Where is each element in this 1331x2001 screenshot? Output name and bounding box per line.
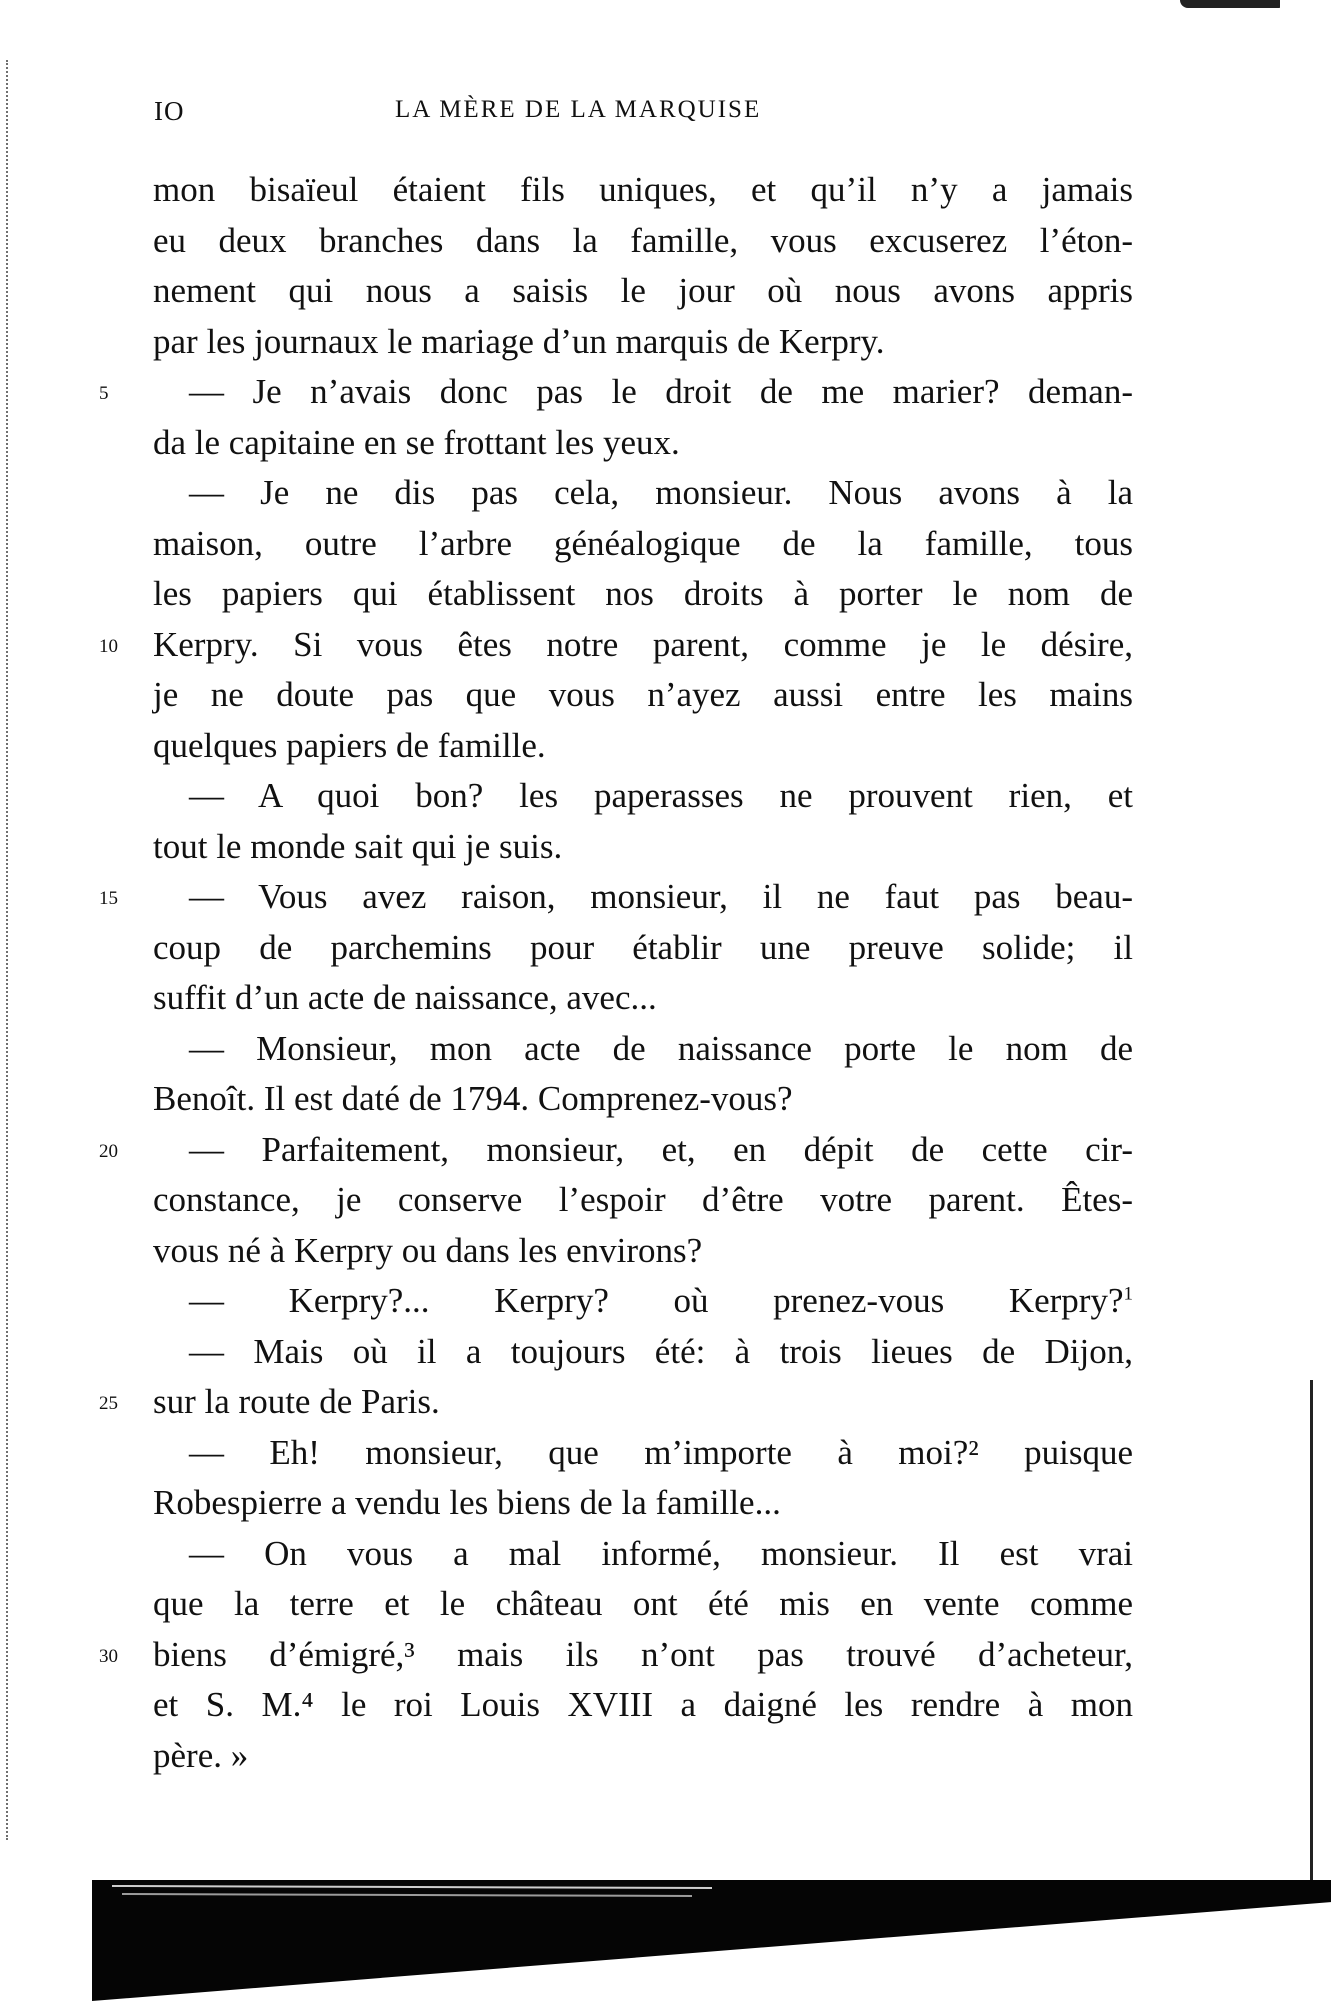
line-text: — Kerpry?... Kerpry? où prenez-vous Kerpry?	[189, 1281, 1124, 1320]
line-text: quelques papiers de famille.	[153, 725, 546, 765]
text-line	[153, 1175, 1133, 1226]
line-number: 5	[99, 383, 109, 404]
line-text: — A quoi bon? les paperasses ne prouvent rien, et	[189, 776, 1133, 815]
text-line	[153, 569, 1133, 620]
text-line	[153, 771, 1133, 822]
line-text: mon bisaïeul étaient fils uniques, et qu’il n’y a jamais	[153, 170, 1133, 209]
line-number: 10	[99, 635, 118, 657]
line-text: nement qui nous a saisis le jour où nous avons appris	[153, 271, 1133, 310]
text-line	[153, 1024, 1133, 1075]
text-line	[153, 923, 1133, 974]
running-title: LA MÈRE DE LA MARQUISE	[395, 96, 762, 123]
line-text: que la terre et le château ont été mis en vente comme	[153, 1584, 1133, 1623]
line-text: — Je ne dis pas cela, monsieur. Nous avons à la	[189, 473, 1133, 512]
text-line	[153, 1731, 1133, 1782]
text-line	[153, 317, 1133, 368]
line-text: père. »	[153, 1735, 249, 1775]
text-line	[153, 165, 1133, 216]
line-number: 25	[99, 1393, 118, 1414]
line-text: vous né à Kerpry ou dans les environs?	[153, 1230, 703, 1270]
line-number: 20	[99, 1140, 118, 1162]
text-line	[153, 468, 1133, 519]
text-line	[153, 1579, 1133, 1630]
text-line	[153, 721, 1133, 772]
page-right-edge	[1310, 1380, 1313, 1880]
page-gutter-edge	[6, 60, 12, 1840]
line-text: tout le monde sait qui je suis.	[153, 826, 563, 866]
page-number: IO	[154, 96, 185, 126]
text-line	[99, 367, 1133, 418]
text-line	[153, 1226, 1133, 1277]
line-text: Kerpry. Si vous êtes notre parent, comme je le désire,	[153, 624, 1133, 664]
line-text: — Eh! monsieur, que m’importe à moi?² puisque	[189, 1432, 1133, 1472]
line-text: — Mais où il a toujours été: à trois lieues de Dijon,	[189, 1331, 1133, 1371]
line-text: eu deux branches dans la famille, vous excuserez l’éton-	[153, 220, 1133, 260]
line-text: sur la route de Paris.	[153, 1382, 440, 1421]
text-line	[153, 1276, 1133, 1327]
text-line	[153, 1428, 1133, 1479]
text-line	[153, 1478, 1133, 1529]
line-number: 15	[99, 888, 118, 909]
line-number: 30	[99, 1645, 118, 1667]
line-text: — Je n’avais donc pas le droit de me marier? deman-	[189, 372, 1133, 411]
text-line	[153, 519, 1133, 570]
line-text: — On vous a mal informé, monsieur. Il est vrai	[189, 1533, 1133, 1573]
line-text: Robespierre a vendu les biens de la famille...	[153, 1483, 781, 1522]
text-line	[153, 1327, 1133, 1378]
line-text: biens d’émigré,³ mais ils n’ont pas trouvé d’acheteur,	[153, 1634, 1133, 1674]
text-line	[153, 266, 1133, 317]
line-text: coup de parchemins pour établir une preuve solide; il	[153, 927, 1133, 967]
line-text: — Monsieur, mon acte de naissance porte le nom de	[189, 1028, 1133, 1068]
line-text: et S. M.⁴ le roi Louis XVIII a daigné les rendre à mon	[153, 1685, 1133, 1724]
text-line	[99, 620, 1133, 671]
text-line	[153, 670, 1133, 721]
line-text: suffit d’un acte de naissance, avec...	[153, 978, 657, 1017]
page-body	[99, 165, 1133, 1781]
text-line	[153, 973, 1133, 1024]
line-text: — Parfaitement, monsieur, et, en dépit de cette cir-	[189, 1129, 1133, 1169]
text-line	[153, 418, 1133, 469]
line-text: — Vous avez raison, monsieur, il ne faut pas beau-	[189, 877, 1133, 916]
line-text: je ne doute pas que vous n’ayez aussi entre les mains	[153, 675, 1133, 714]
line-text: maison, outre l’arbre généalogique de la famille, tous	[153, 523, 1133, 563]
scan-artifact-corner	[1180, 0, 1280, 8]
text-line	[153, 822, 1133, 873]
line-text: les papiers qui établissent nos droits à porter le nom de	[153, 574, 1133, 613]
text-line	[153, 1680, 1133, 1731]
line-text: par les journaux le mariage d’un marquis de Kerpry.	[153, 321, 885, 361]
text-line	[153, 216, 1133, 267]
text-line	[99, 1377, 1133, 1428]
line-text: da le capitaine en se frottant les yeux.	[153, 422, 680, 462]
text-line	[153, 1074, 1133, 1125]
line-text: Benoît. Il est daté de 1794. Comprenez-vous?	[153, 1079, 793, 1118]
page-header	[150, 96, 1135, 136]
line-text: constance, je conserve l’espoir d’être votre parent. Êtes-	[153, 1180, 1133, 1219]
page-bottom-shadow	[92, 1880, 1331, 2001]
text-line	[99, 1630, 1133, 1681]
text-line	[99, 872, 1133, 923]
text-line	[99, 1125, 1133, 1176]
text-line	[153, 1529, 1133, 1580]
footnote-marker: 1	[1123, 1283, 1133, 1305]
